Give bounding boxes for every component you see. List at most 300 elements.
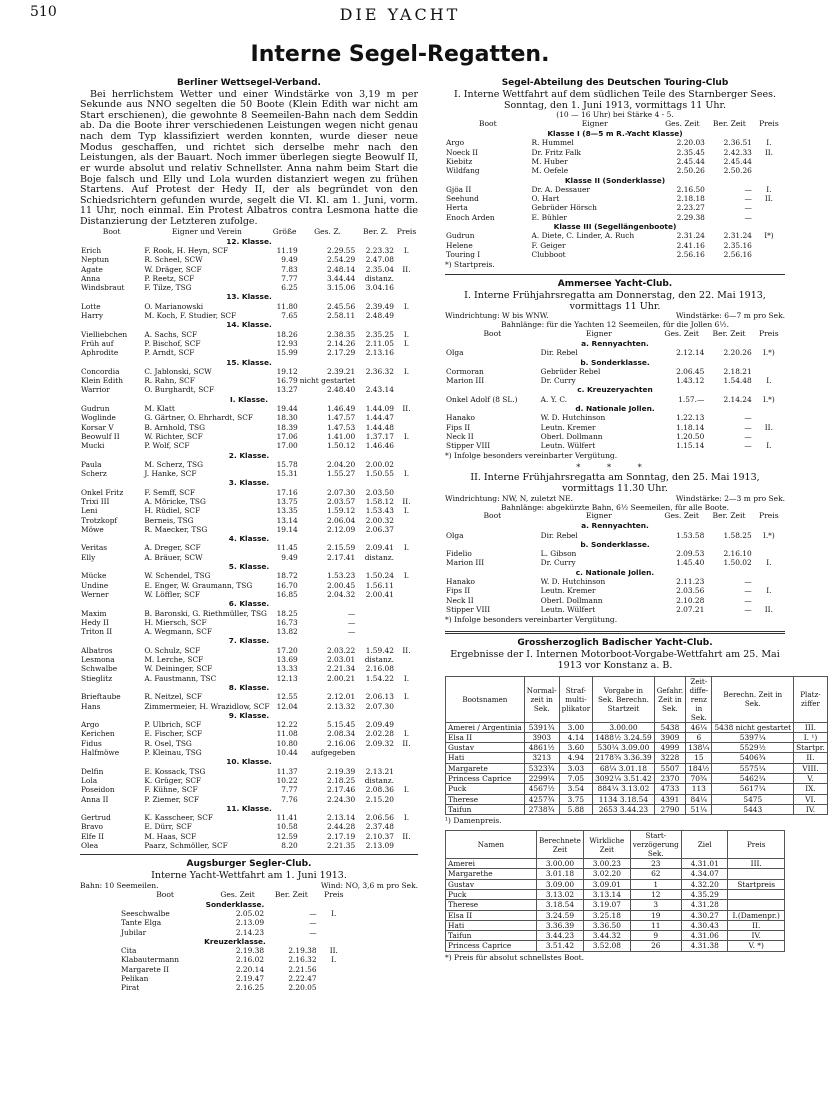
table-cell: 13.14: [276, 515, 298, 525]
table-cell: F. Geiger: [531, 240, 566, 250]
col-header: Ber. Zeit: [712, 328, 746, 338]
table-row: [446, 774, 828, 784]
table-cell: F. Tilze, TSG: [144, 283, 192, 293]
table-cell: 2.11.05: [365, 338, 394, 348]
table-cell: K. Kasscheer, SCF: [144, 813, 214, 823]
table-cell: II.: [764, 604, 773, 614]
table-cell: 5397¼: [712, 732, 794, 742]
table-cell: [395, 311, 418, 320]
table-cell: 3.09.01: [584, 879, 630, 889]
table-cell: Wildfang: [446, 166, 480, 176]
table-cell: [395, 590, 418, 599]
augsburg-wind: Wind: NO, 3,6 m pro Sek.: [320, 880, 418, 890]
table-row: [80, 832, 418, 841]
table-cell: 2.12.01: [327, 692, 356, 702]
table-cell: 19.44: [276, 404, 298, 414]
table-cell: O. Marianowski: [144, 301, 204, 311]
table-cell: I.: [766, 441, 772, 451]
table-cell: 4999: [654, 743, 686, 753]
table-cell: R. Neitzel, SCF: [144, 692, 202, 702]
table-cell: 2.18.18: [676, 194, 705, 204]
table-cell: 10.58: [276, 822, 298, 832]
table-cell: 26: [630, 941, 681, 951]
table-cell: F. Rook, H. Heyn, SCF: [144, 245, 229, 255]
table-row: [80, 385, 418, 394]
table-cell: 1.46.49: [327, 404, 356, 414]
table-cell: 2.17.46: [327, 785, 356, 795]
table-cell: 13.69: [276, 655, 298, 665]
table-cell: B. Baronski, G. Riethmüller, TSG: [144, 608, 267, 618]
baden-table-2: [445, 830, 785, 952]
table-row: [80, 702, 418, 711]
table-cell: 3.04.16: [365, 283, 394, 293]
table-cell: 68¼ 3.01.18: [593, 763, 655, 773]
table-cell: Fips II: [446, 586, 471, 596]
berlin-results-table: [80, 228, 418, 851]
class-heading: 15. Klasse.: [226, 357, 272, 367]
table-cell: Herta: [446, 203, 468, 213]
table-cell: Neck II: [446, 431, 474, 441]
class-heading: 3. Klasse.: [228, 478, 270, 488]
table-cell: 3.00.00: [536, 859, 583, 869]
col-header: Größe: [272, 226, 297, 236]
table-cell: [395, 795, 418, 804]
table-cell: 18.30: [276, 413, 298, 423]
table-row: [80, 739, 418, 748]
table-cell: Amerei: [446, 859, 537, 869]
table-cell: 1.43.12: [676, 376, 705, 386]
class-heading-row: [80, 683, 418, 692]
table-cell: H. Rüdiel, SCF: [144, 506, 201, 516]
table-cell: 11: [630, 920, 681, 930]
table-cell: distanz.: [364, 655, 394, 665]
table-cell: 10.22: [276, 775, 298, 785]
table-cell: 1488½ 3.24.59: [593, 732, 655, 742]
col-header: Preis: [759, 511, 779, 521]
table-cell: 3.44.32: [584, 931, 630, 941]
table-row: [446, 722, 828, 732]
table-cell: Enoch Arden: [446, 212, 495, 222]
table-cell: M. Scherz, TSG: [144, 459, 203, 469]
table-row: [446, 804, 828, 814]
table-cell: 2.16.08: [365, 664, 394, 674]
col-header: Start-verzögerung Sek.: [630, 831, 681, 859]
table-row: [445, 250, 785, 259]
class-heading-row: [445, 222, 785, 231]
augsburg-table-body: [120, 900, 350, 993]
table-cell: [318, 974, 350, 983]
table-cell: 16.70: [276, 580, 298, 590]
table-cell: 2.17.41: [327, 552, 356, 562]
table-cell: 3213: [524, 753, 559, 763]
table-cell: 2.35.16: [723, 240, 752, 250]
table-row: [80, 265, 418, 274]
table-cell: 2.17.29: [327, 348, 356, 358]
table-cell: [753, 166, 785, 175]
table-cell: I.: [403, 245, 410, 255]
table-cell: 18.26: [276, 329, 298, 339]
table-cell: 1.15.14: [676, 441, 705, 451]
table-cell: 2.13.21: [365, 766, 394, 776]
table-cell: 15.99: [276, 348, 298, 358]
table-cell: Elfe II: [81, 831, 105, 841]
class-heading-row: [445, 385, 785, 394]
table-cell: 2.39.21: [327, 366, 356, 376]
table-row: [80, 729, 418, 738]
table-cell: 2.06.56: [365, 813, 394, 823]
table-cell: 1.53.58: [676, 530, 705, 540]
table-cell: Erich: [81, 245, 102, 255]
col-header: Boot: [483, 511, 502, 521]
table-row: [120, 928, 350, 937]
table-cell: 7.76: [281, 794, 298, 804]
table-cell: 2.03.22: [327, 645, 356, 655]
table-cell: 1.57.—: [678, 394, 705, 404]
touring-table-body: [445, 129, 785, 259]
table-cell: W. D. Hutchinson: [540, 413, 606, 423]
table-cell: Princess Caprice: [446, 941, 537, 951]
table-cell: 70¾: [686, 774, 712, 784]
table-cell: Vielliebchen: [81, 329, 128, 339]
table-row: [80, 376, 418, 385]
class-heading-row: [80, 804, 418, 813]
table-row: [120, 918, 350, 927]
table-cell: 184½: [686, 763, 712, 773]
table-cell: 1.56.11: [365, 580, 394, 590]
baden-heading: Grossherzoglich Badischer Yacht-Club.: [517, 638, 713, 649]
table-cell: M. Haas, SCF: [144, 831, 197, 841]
table-row: [80, 618, 418, 627]
table-cell: 2370: [654, 774, 686, 784]
table-cell: 1.58.25: [723, 530, 752, 540]
table-cell: 2.12.09: [327, 524, 356, 534]
table-cell: 4.31.38: [682, 941, 728, 951]
table-cell: F. Kühne, SCF: [144, 785, 198, 795]
table-cell: 1.50.02: [723, 558, 752, 568]
col-header: Berechnete Zeit: [536, 831, 583, 859]
table-cell: 2.42.33: [723, 147, 752, 157]
class-heading: 13. Klasse.: [226, 292, 272, 302]
table-row: [80, 748, 418, 757]
table-cell: 2.18.21: [723, 366, 752, 376]
table-cell: IX.: [794, 784, 828, 794]
table-row: [446, 931, 785, 941]
table-cell: 46¼: [686, 722, 712, 732]
table-cell: A. Dreger, SCF: [144, 543, 201, 553]
table-cell: Startpreis: [728, 879, 785, 889]
table-cell: Marion III: [446, 558, 485, 568]
table-cell: Margarethe: [446, 869, 537, 879]
table-cell: A. Bräuer, SCW: [144, 552, 203, 562]
table-cell: Leutn. Kremer: [540, 586, 596, 596]
table-cell: Leutn. Wülfert: [540, 441, 596, 451]
table-row: [445, 558, 785, 567]
table-cell: Helene: [446, 240, 473, 250]
ammersee-r2-bahn: Bahnlänge: abgekürzte Bahn, 6½ Seemeilen, für alle Boote.: [500, 502, 730, 512]
class-heading: a. Rennyachten.: [581, 521, 649, 531]
table-row: [80, 488, 418, 497]
table-cell: 13.27: [276, 385, 298, 395]
table-row: [80, 516, 418, 525]
table-cell: 4861½: [524, 743, 559, 753]
table-cell: 5.15.45: [327, 720, 356, 730]
baden-table-2-header-row: [446, 831, 785, 859]
table-cell: [753, 432, 785, 441]
table-cell: 12.04: [276, 701, 298, 711]
table-cell: Korsar V: [81, 422, 114, 432]
table-cell: Agate: [81, 264, 103, 274]
table-cell: 17.16: [276, 487, 298, 497]
table-cell: 3.00.00: [593, 722, 655, 732]
table-cell: 2.06.04: [327, 515, 356, 525]
table-cell: I.: [331, 955, 337, 965]
table-cell: Delfin: [81, 766, 104, 776]
table-row: [80, 255, 418, 264]
table-row: [445, 367, 785, 376]
table-cell: [395, 553, 418, 562]
table-cell: [395, 525, 418, 534]
table-cell: V.: [794, 774, 828, 784]
table-cell: 5406¾: [712, 753, 794, 763]
table-cell: distanz.: [364, 552, 394, 562]
table-cell: F. Semff, SCF: [144, 487, 196, 497]
section-stars: * * *: [576, 462, 654, 473]
table-cell: 15.31: [276, 469, 298, 479]
table-cell: 2.00.21: [327, 673, 356, 683]
table-cell: I.: [766, 376, 772, 386]
table-cell: I.: [403, 673, 410, 683]
table-cell: 2.13.16: [365, 348, 394, 358]
table-cell: [395, 822, 418, 831]
table-cell: Puck: [446, 784, 525, 794]
table-cell: Tante Elga: [121, 918, 162, 928]
table-cell: 6.25: [281, 283, 298, 293]
table-cell: P. Bischof, SCF: [144, 338, 201, 348]
table-cell: 2.07.30: [327, 487, 356, 497]
table-cell: R. Maecker, TSG: [144, 524, 208, 534]
col-header: Preis: [759, 119, 779, 129]
table-cell: Cita: [121, 946, 137, 956]
table-cell: Elsa II: [446, 732, 525, 742]
table-cell: 3.44.23: [536, 931, 583, 941]
table-cell: Lotte: [81, 301, 101, 311]
table-cell: [753, 213, 785, 222]
table-cell: 15.78: [276, 459, 298, 469]
table-cell: 1.50.12: [327, 441, 356, 451]
table-cell: 4.34.07: [682, 869, 728, 879]
table-cell: 2.35.04: [365, 264, 394, 274]
table-cell: 2.54.29: [327, 255, 356, 265]
table-cell: I.: [403, 692, 410, 702]
table-cell: 17.06: [276, 431, 298, 441]
table-cell: I.: [403, 301, 410, 311]
table-cell: [395, 702, 418, 711]
table-cell: 2.50.26: [723, 166, 752, 176]
table-row: [80, 776, 418, 785]
table-row: [80, 674, 418, 683]
table-cell: 113: [686, 784, 712, 794]
table-cell: 2.20.14: [235, 964, 265, 974]
table-cell: 1.45.40: [676, 558, 705, 568]
table-cell: Klabautermann: [121, 955, 179, 965]
col-header: Preis: [728, 831, 785, 859]
table-cell: G. Gärtner, O. Ehrhardt, SCF: [144, 413, 254, 423]
table-cell: 4.30.27: [682, 910, 728, 920]
table-cell: 1: [630, 879, 681, 889]
table-row: [445, 577, 785, 586]
table-cell: R. Hummel: [531, 138, 574, 148]
col-header: Wirkliche Zeit: [584, 831, 630, 859]
class-heading-row: [80, 451, 418, 460]
table-cell: 3.60: [559, 743, 592, 753]
table-cell: [318, 965, 350, 974]
table-cell: 2.02.28: [365, 729, 394, 739]
table-row: [446, 941, 785, 951]
table-row: [446, 900, 785, 910]
table-cell: 2.35.45: [676, 147, 705, 157]
table-cell: 2.16.25: [235, 983, 265, 993]
table-cell: 3092¼ 3.51.42: [593, 774, 655, 784]
class-heading-row: [445, 358, 785, 367]
col-header: Ber. Z.: [362, 226, 389, 236]
class-heading-row: [80, 395, 418, 404]
table-cell: [395, 767, 418, 776]
table-cell: I.: [403, 506, 410, 516]
table-cell: Olga: [446, 530, 464, 540]
table-cell: 2.19.39: [327, 766, 356, 776]
table-cell: 2.23.32: [365, 245, 394, 255]
table-cell: Margarete: [446, 763, 525, 773]
table-row: [445, 166, 785, 175]
table-row: [445, 531, 785, 540]
table-cell: VIII.: [794, 763, 828, 773]
class-heading-row: [80, 320, 418, 329]
table-cell: 1134 3.18.54: [593, 794, 655, 804]
table-cell: —: [744, 212, 752, 222]
table-cell: [395, 413, 418, 422]
col-header: Preis: [324, 889, 344, 899]
table-cell: Taifun: [446, 931, 537, 941]
table-row: [445, 148, 785, 157]
table-cell: 1.46.46: [365, 441, 394, 451]
class-heading-row: [80, 534, 418, 543]
table-cell: 16.85: [276, 589, 298, 599]
augsburg-heading: Augsburger Segler-Club.: [186, 859, 312, 870]
class-heading: 12. Klasse.: [226, 236, 272, 246]
class-heading: 4. Klasse.: [228, 534, 270, 544]
table-cell: Clubboot: [531, 249, 566, 259]
table-cell: 2.13.32: [327, 701, 356, 711]
col-header: Eigner: [585, 511, 612, 521]
table-cell: 2.20.05: [288, 983, 317, 993]
table-cell: Paula: [81, 459, 102, 469]
table-cell: Elsa II: [446, 910, 537, 920]
table-cell: [728, 869, 785, 879]
table-row: [445, 549, 785, 558]
berlin-report-text: Bei herrlichstem Wetter und einer Windstärke von 3,19 m per Sekunde aus NNO segelten die 50 Boote (Klein Edith war nicht am Start erschienen), die gewohnte 8 Seemeilen-Bahn nach dem Seddin ab. Da die Boote ihrer verschiedenen Leistungen wegen nicht genau nach dem Typ klassifiziert werden konnten, wurde dieser neue Modus geschaffen, und richtet sich derselbe mehr nach den Leistungen, als der Bauart. Noch immer überlegen siegte Beowulf II, er wurde absolut und relativ Schnellster. Anna nahm beim Start die Boje falsch und Elly und Lola wurden distanziert wegen zu frühen Startens. Auf Protest der Hedy II, der als begründet von den Schiedsrichtern gefunden wurde, segelt die VI. Kl. am 1. Juni, vorm. 11 Uhr, noch einmal. Ein Protest Albatros contra Lesmona hatte die Distanzierung der Letzteren zufolge.: [80, 88, 418, 228]
table-cell: P. Ulbrich, SCF: [144, 720, 202, 730]
table-cell: Fips II: [446, 422, 471, 432]
table-cell: O. Schulz, SCF: [144, 645, 201, 655]
table-row: [80, 283, 418, 292]
table-cell: I.*): [762, 530, 775, 540]
table-cell: I*): [764, 231, 774, 241]
table-cell: Therese: [446, 900, 537, 910]
table-cell: 11.45: [276, 543, 298, 553]
table-cell: 5438: [654, 722, 686, 732]
table-cell: Hanako: [446, 577, 475, 587]
table-cell: 13.33: [276, 664, 298, 674]
class-heading-row: [80, 599, 418, 608]
table-row: [80, 506, 418, 515]
table-cell: [728, 889, 785, 899]
table-cell: 1.50.24: [365, 571, 394, 581]
table-cell: 1.47.53: [327, 422, 356, 432]
table-cell: 2.11.23: [676, 577, 705, 587]
table-row: [80, 785, 418, 794]
table-cell: —: [347, 617, 356, 627]
table-row: [445, 441, 785, 450]
table-cell: P. Reetz, SCF: [144, 273, 195, 283]
table-cell: Stipper VIII: [446, 604, 491, 614]
table-cell: Mucki: [81, 441, 105, 451]
touring-wind: (10 — 16 Uhr) bei Stärke 4 - 5.: [556, 110, 674, 120]
table-cell: 15: [686, 753, 712, 763]
table-cell: [728, 900, 785, 910]
class-heading-row: [445, 404, 785, 413]
col-header: Namen: [446, 831, 537, 859]
table-cell: E. Dürr, SCF: [144, 822, 192, 832]
table-cell: 2.19.47: [235, 973, 265, 983]
table-cell: 2.14.26: [327, 338, 356, 348]
table-row: [80, 813, 418, 822]
table-cell: 2.17.19: [327, 831, 356, 841]
table-cell: 1.44.09: [365, 404, 394, 414]
table-cell: 2.15.59: [327, 543, 356, 553]
table-cell: Therese: [446, 794, 525, 804]
table-cell: Dr. Curry: [540, 376, 576, 386]
berlin-table-body: [80, 237, 418, 851]
table-cell: 2.47.08: [365, 255, 394, 265]
table-cell: 11.08: [276, 729, 298, 739]
table-cell: 2.00.02: [365, 459, 394, 469]
class-heading: c. Nationale Jollen.: [575, 567, 655, 577]
running-header: DIE YACHT: [339, 5, 461, 24]
table-cell: 19: [630, 910, 681, 920]
table-cell: —: [744, 413, 752, 423]
table-cell: Hati: [446, 753, 525, 763]
table-cell: 3.01.18: [536, 869, 583, 879]
class-heading-row: [445, 129, 785, 138]
table-cell: 2.35.25: [365, 329, 394, 339]
table-cell: Halfmöwe: [81, 748, 120, 758]
table-cell: Lesmona: [81, 655, 115, 665]
table-cell: Gebrüder Hörsch: [531, 203, 597, 213]
table-row: [80, 609, 418, 618]
table-row: [445, 348, 785, 357]
table-cell: VI.: [794, 794, 828, 804]
table-cell: 2.45.44: [676, 156, 705, 166]
baden-table-1-note: ¹) Damenpreis.: [445, 816, 502, 826]
table-cell: [356, 376, 395, 385]
ammersee-r1-wind-direction: Windrichtung: W bis WNW.: [445, 311, 549, 321]
table-cell: Trotzkopf: [81, 515, 118, 525]
table-cell: distanz.: [364, 775, 394, 785]
table-row: [445, 596, 785, 605]
table-cell: B. Arnhold, TSG: [144, 422, 206, 432]
table-cell: 2.31.24: [723, 231, 752, 241]
table-cell: Onkel Fritz: [81, 487, 124, 497]
